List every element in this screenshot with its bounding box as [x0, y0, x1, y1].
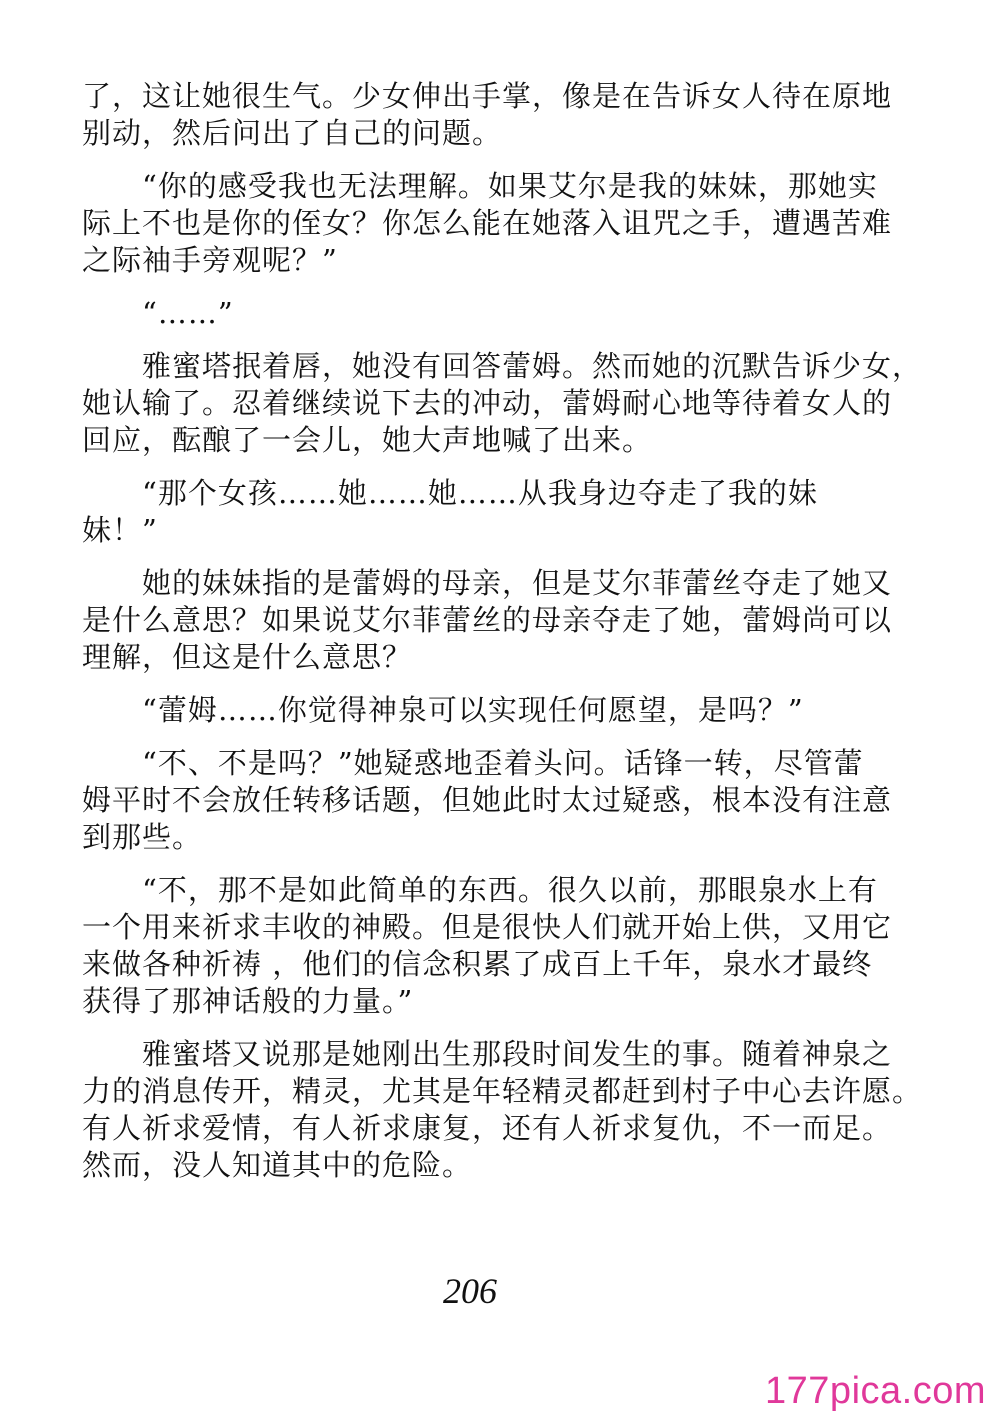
text-line: “……”: [82, 296, 234, 330]
text-line: 之际袖手旁观呢？”: [82, 243, 338, 277]
text-line: “那个女孩……她……她……从我身边夺走了我的妹: [82, 476, 818, 510]
paragraph: [82, 692, 872, 729]
text-line: 理解，但这是什么意思？: [82, 640, 413, 674]
text-line: “你的感受我也无法理解。如果艾尔是我的妹妹，那她实: [82, 169, 878, 203]
paragraph: [82, 1036, 923, 1184]
text-line: 是什么意思？如果说艾尔菲蕾丝的母亲夺走了她，蕾姆尚可以: [82, 603, 893, 637]
paragraph: [82, 168, 893, 279]
page-number: 206: [443, 1271, 497, 1311]
text-line: 了，这让她很生气。少女伸出手掌，像是在告诉女人待在原地: [82, 79, 893, 113]
site-watermark: 177pica.com: [765, 1370, 986, 1412]
text-line: 姆平时不会放任转移话题，但她此时太过疑惑，根本没有注意: [82, 783, 893, 817]
text-line: 一个用来祈求丰收的神殿。但是很快人们就开始上供，又用它: [82, 910, 893, 944]
paragraph: [82, 295, 872, 332]
text-line: 有人祈求爱情，有人祈求康复，还有人祈求复仇，不一而足。: [82, 1111, 893, 1145]
paragraph: [82, 745, 893, 856]
text-line: 妹！”: [82, 513, 158, 547]
paragraph: [82, 348, 923, 459]
text-line: 获得了那神话般的力量。”: [82, 984, 414, 1018]
paragraph: [82, 78, 893, 152]
paragraph: [82, 565, 893, 676]
text-line: 雅蜜塔抿着唇，她没有回答蕾姆。然而她的沉默告诉少女，: [82, 349, 923, 383]
text-line: 她认输了。忍着继续说下去的冲动，蕾姆耐心地等待着女人的: [82, 386, 893, 420]
text-line: “不，那不是如此简单的东西。很久以前，那眼泉水上有: [82, 873, 878, 907]
text-line: 力的消息传开，精灵，尤其是年轻精灵都赶到村子中心去许愿。: [82, 1074, 923, 1108]
text-line: 雅蜜塔又说那是她刚出生那段时间发生的事。随着神泉之: [82, 1037, 893, 1071]
text-line: 回应，酝酿了一会儿，她大声地喊了出来。: [82, 423, 653, 457]
text-line: “不、不是吗？”她疑惑地歪着头问。话锋一转，尽管蕾: [82, 746, 864, 780]
text-line: 到那些。: [82, 820, 203, 854]
text-line: 然而，没人知道其中的危险。: [82, 1148, 473, 1182]
text-line: 际上不也是你的侄女？你怎么能在她落入诅咒之手，遭遇苦难: [82, 206, 893, 240]
paragraph: [82, 872, 893, 1020]
paragraph: [82, 475, 872, 549]
text-line: 她的妹妹指的是蕾姆的母亲，但是艾尔菲蕾丝夺走了她又: [82, 566, 893, 600]
text-line: 别动，然后问出了自己的问题。: [82, 116, 503, 150]
page-body: [82, 78, 923, 1200]
text-line: 来做各种祈祷 ，他们的信念积累了成百上千年，泉水才最终: [82, 947, 873, 981]
text-line: “蕾姆……你觉得神泉可以实现任何愿望，是吗？”: [82, 693, 804, 727]
